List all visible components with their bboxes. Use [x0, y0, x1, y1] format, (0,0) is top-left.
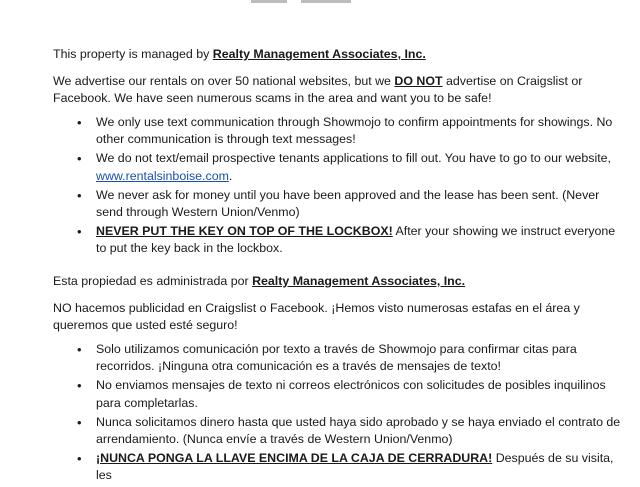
bullet-text: After your showing we instruct everyone to put the key back in the lockbox. — [96, 224, 616, 256]
bullet-icon: • — [77, 187, 82, 203]
advertising-paragraph — [53, 73, 613, 107]
bullet-text-end: . — [228, 168, 233, 183]
bullet-icon: • — [77, 378, 82, 394]
list-item — [53, 377, 623, 411]
lockbox-warning: NEVER PUT THE KEY ON TOP OF THE LOCKBOX! — [96, 224, 393, 239]
list-item — [53, 414, 623, 448]
spanish-advertising-paragraph — [53, 300, 613, 334]
bullet-icon: • — [77, 224, 82, 240]
cropped-header-fragment — [251, 0, 381, 3]
bullet-text: We do not text/email prospective tenants applications to fill out. You have to go to our website, — [96, 151, 611, 166]
bullet-icon: • — [77, 342, 82, 357]
spanish-managed-by-paragraph — [53, 273, 465, 290]
bullet-text: We only use text communication through Showmojo to confirm appointments for showings. No other communication is through text messages! — [96, 115, 613, 147]
advertise-text-1: We advertise our rentals on over 50 national websites, but we — [53, 74, 395, 88]
managed-by-prefix-es: Esta propiedad es administrada por — [53, 274, 253, 288]
website-link[interactable]: www.rentalsinboise.com — [96, 168, 229, 183]
managed-by-paragraph — [53, 46, 426, 63]
lockbox-warning-es: ¡NUNCA PONGA LA LLAVE ENCIMA DE LA CAJA DE CERRADURA! — [96, 451, 493, 466]
advertise-text-2: advertise on Craigslist or Facebook. We have seen numerous scams in the area and want you to be safe! — [53, 74, 583, 106]
list-item — [53, 223, 623, 257]
spanish-bullet-list — [53, 341, 623, 487]
bullet-icon: • — [77, 414, 82, 430]
bullet-icon: • — [77, 115, 82, 130]
list-item — [53, 450, 623, 484]
company-name-es: Realty Management Associates, Inc. — [252, 274, 466, 288]
list-item — [53, 114, 623, 148]
company-name: Realty Management Associates, Inc. — [212, 47, 426, 61]
do-not-emphasis: DO NOT — [394, 74, 443, 88]
bullet-text: We never ask for money until you have been approved and the lease has been sent. (Never send through Western Union/Venmo) — [96, 187, 600, 220]
no-advertise-text: NO hacemos publicidad en Craigslist o Facebook. ¡Hemos visto numerosas estafas en el área y queremos que usted esté seguro! — [53, 301, 580, 333]
bullet-text: Nunca solicitamos dinero hasta que usted haya sido aprobado y se haya enviado el contrato de arrendamiento. (Nunca envíe a través de Western Union/Venmo) — [96, 414, 621, 447]
managed-by-prefix: This property is managed by — [53, 47, 213, 61]
bullet-icon: • — [77, 451, 82, 467]
english-bullet-list — [53, 114, 623, 260]
bullet-text: Después de su visita, les — [96, 451, 614, 483]
bullet-icon: • — [77, 151, 82, 167]
list-item — [53, 187, 623, 221]
bullet-text: No enviamos mensajes de texto ni correos electrónicos con solicitudes de posibles inquilinos para completarlas. — [96, 378, 606, 410]
list-item — [53, 150, 623, 184]
list-item — [53, 341, 623, 375]
bullet-text: Solo utilizamos comunicación por texto a través de Showmojo para confirmar citas para recorridos. ¡Ninguna otra comunicación es a través de mensajes de texto! — [96, 342, 577, 374]
